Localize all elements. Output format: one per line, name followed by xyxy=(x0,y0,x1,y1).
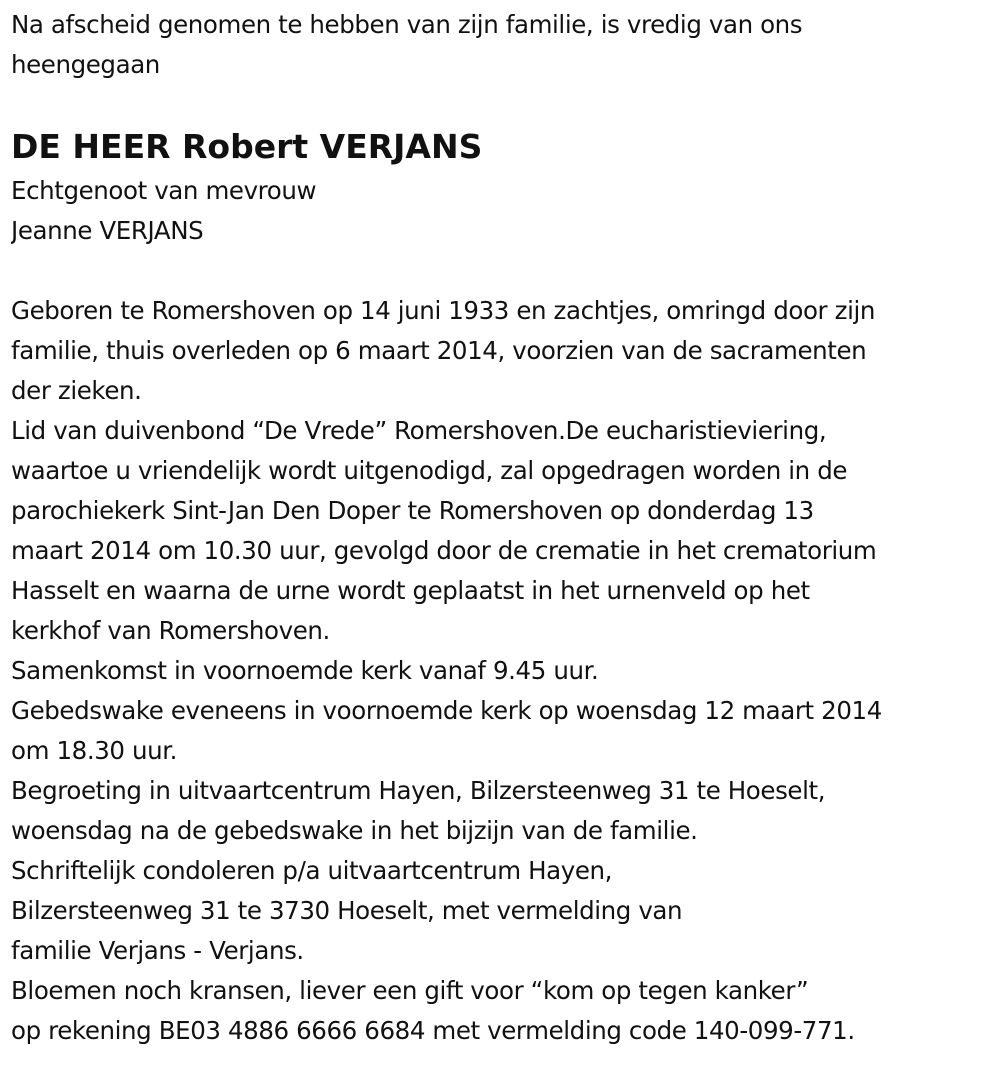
body-line: maart 2014 om 10.30 uur, gevolgd door de crematie in het crematorium xyxy=(11,536,877,565)
intro-paragraph xyxy=(11,0,996,85)
intro-line: heengegaan xyxy=(11,50,160,79)
body-line: familie, thuis overleden op 6 maart 2014, voorzien van de sacramenten xyxy=(11,336,867,365)
spouse-paragraph xyxy=(11,171,996,251)
body-line: der zieken. xyxy=(11,376,142,405)
body-line: om 18.30 uur. xyxy=(11,736,178,765)
body-line: Bilzersteenweg 31 te 3730 Hoeselt, met vermelding van xyxy=(11,896,683,925)
body-line: parochiekerk Sint-Jan Den Doper te Romershoven op donderdag 13 xyxy=(11,496,814,525)
body-line: Schriftelijk condoleren p/a uitvaartcentrum Hayen, xyxy=(11,856,613,885)
body-line: waartoe u vriendelijk wordt uitgenodigd, zal opgedragen worden in de xyxy=(11,456,848,485)
body-line: Geboren te Romershoven op 14 juni 1933 en zachtjes, omringd door zijn xyxy=(11,296,876,325)
body-line: familie Verjans - Verjans. xyxy=(11,936,304,965)
spouse-line: Jeanne VERJANS xyxy=(11,216,204,245)
notice-body xyxy=(11,291,996,1051)
body-line: op rekening BE03 4886 6666 6684 met vermelding code 140-099-771. xyxy=(11,1016,855,1045)
body-line: Bloemen noch kransen, liever een gift voor “kom op tegen kanker” xyxy=(11,976,809,1005)
deceased-name: DE HEER Robert VERJANS xyxy=(11,127,483,166)
body-line: Begroeting in uitvaartcentrum Hayen, Bilzersteenweg 31 te Hoeselt, xyxy=(11,776,826,805)
body-line: Gebedswake eveneens in voornoemde kerk op woensdag 12 maart 2014 xyxy=(11,696,882,725)
body-line: Lid van duivenbond “De Vrede” Romershoven.De eucharistieviering, xyxy=(11,416,827,445)
intro-line: Na afscheid genomen te hebben van zijn familie, is vredig van ons xyxy=(11,10,803,39)
obituary-notice xyxy=(11,0,996,1051)
body-line: Samenkomst in voornoemde kerk vanaf 9.45 uur. xyxy=(11,656,599,685)
body-line: woensdag na de gebedswake in het bijzijn van de familie. xyxy=(11,816,698,845)
body-line: kerkhof van Romershoven. xyxy=(11,616,330,645)
spouse-line: Echtgenoot van mevrouw xyxy=(11,176,317,205)
body-line: Hasselt en waarna de urne wordt geplaatst in het urnenveld op het xyxy=(11,576,810,605)
